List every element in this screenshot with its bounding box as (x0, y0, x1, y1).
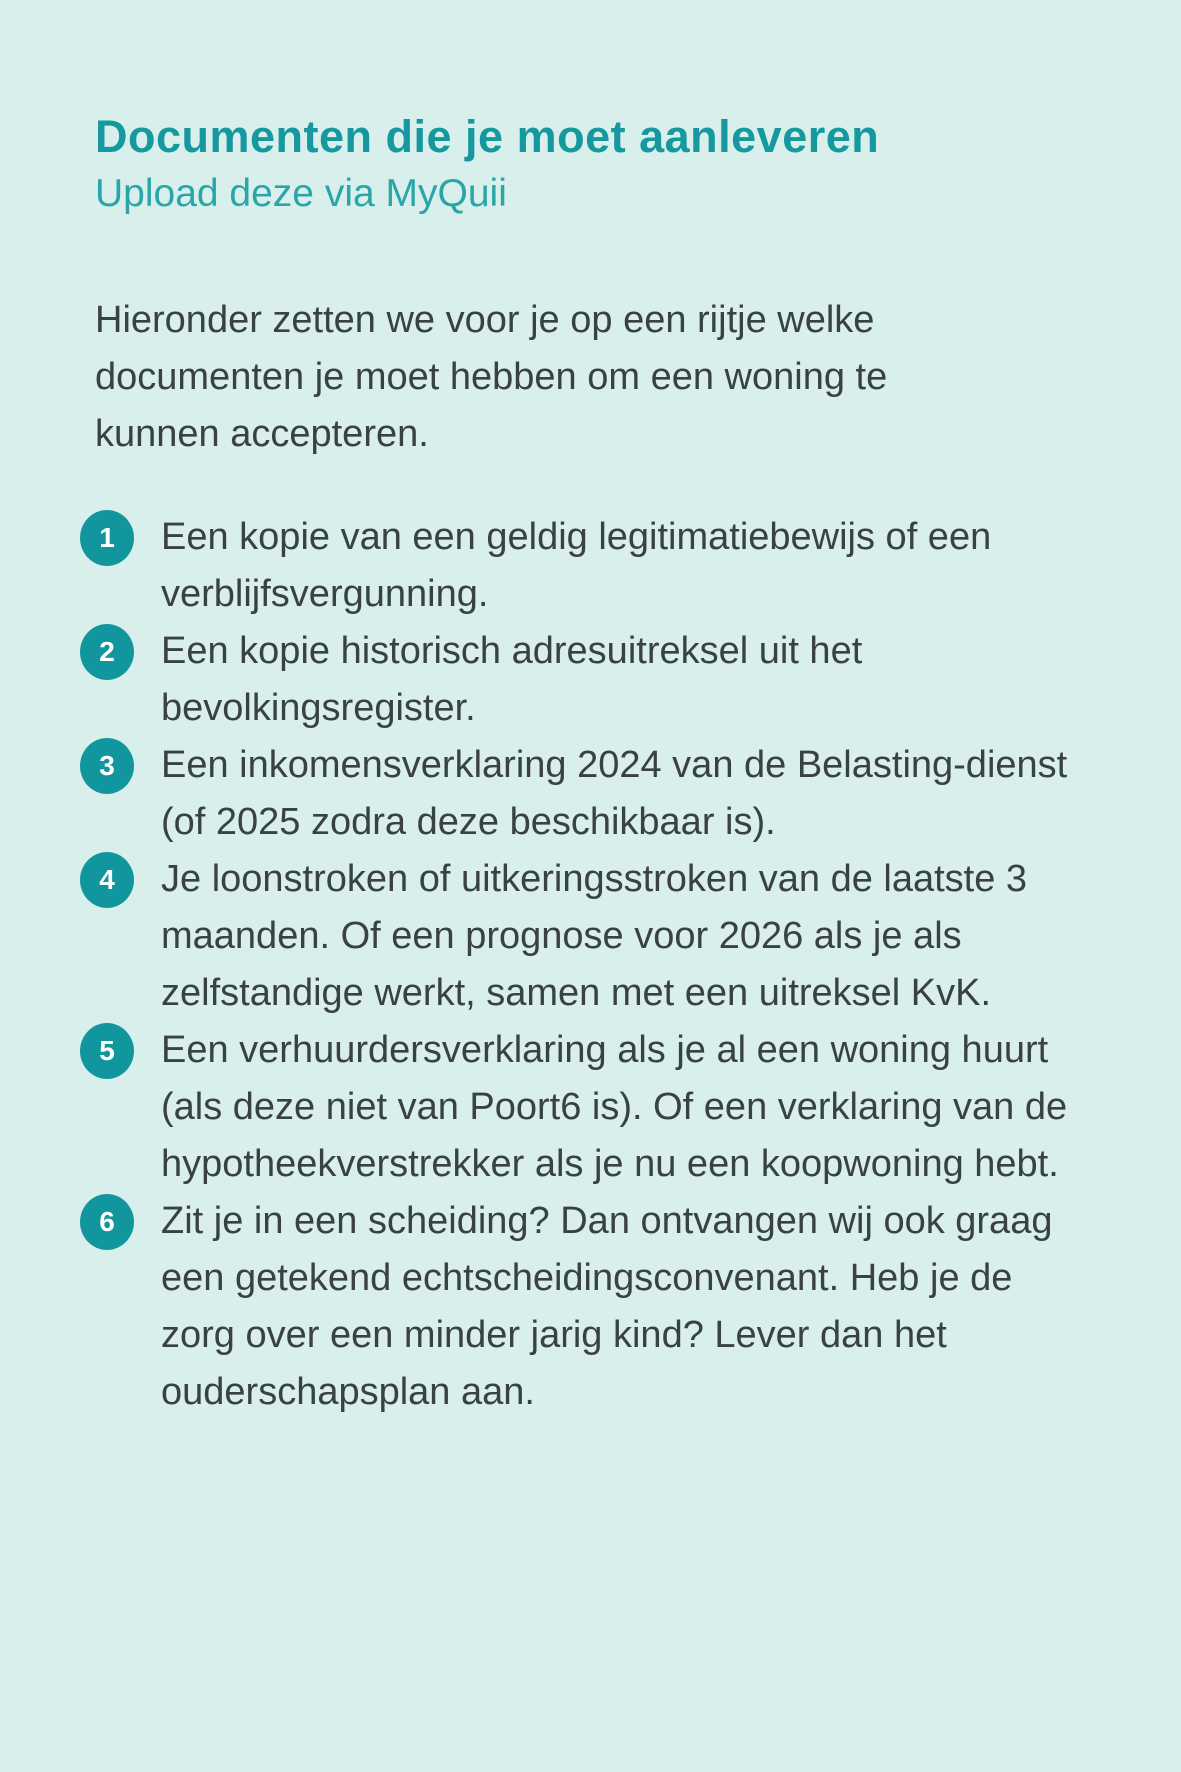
checklist-item-text: Een inkomensverklaring 2024 van de Belasting-dienst (of 2025 zodra deze beschikbaar is). (161, 744, 1068, 843)
checklist-item (95, 737, 1121, 851)
checklist-item-text: Je loonstroken of uitkeringsstroken van de laatste 3 maanden. Of een prognose voor 2026 als je als zelfstandige werkt, samen met een uitreksel KvK. (161, 858, 1028, 1014)
checklist-item-text: Een kopie historisch adresuitreksel uit het bevolkingsregister. (161, 630, 863, 729)
page-title: Documenten die je moet aanleveren (95, 111, 880, 162)
item-number-badge: 3 (80, 738, 134, 794)
checklist-item (95, 1022, 1121, 1193)
item-number-badge: 4 (80, 852, 134, 908)
checklist-item-text: Een verhuurdersverklaring als je al een woning huurt (als deze niet van Poort6 is). Of een verklaring van de hypotheekverstrekker als je nu een koopwoning hebt. (161, 1029, 1068, 1185)
checklist-item (95, 851, 1121, 1022)
checklist-item (95, 1193, 1121, 1421)
item-number-badge: 1 (80, 510, 134, 566)
document-checklist (95, 509, 1121, 1421)
checklist-item-text: Zit je in een scheiding? Dan ontvangen wij ook graag een getekend echtscheidingsconvenant. Heb je de zorg over een minder jarig kind? Lever dan het ouderschapsplan aan. (161, 1200, 1053, 1413)
checklist-item (95, 509, 1121, 623)
checklist-item-text: Een kopie van een geldig legitimatiebewijs of een verblijfsvergunning. (161, 516, 992, 615)
page-subtitle: Upload deze via MyQuii (95, 172, 507, 215)
item-number-badge: 2 (80, 624, 134, 680)
item-number-badge: 6 (80, 1194, 134, 1250)
checklist-item (95, 623, 1121, 737)
intro-paragraph: Hieronder zetten we voor je op een rijtje welke documenten je moet hebben om een woning te kunnen accepteren. (95, 299, 888, 455)
item-number-badge: 5 (80, 1023, 134, 1079)
